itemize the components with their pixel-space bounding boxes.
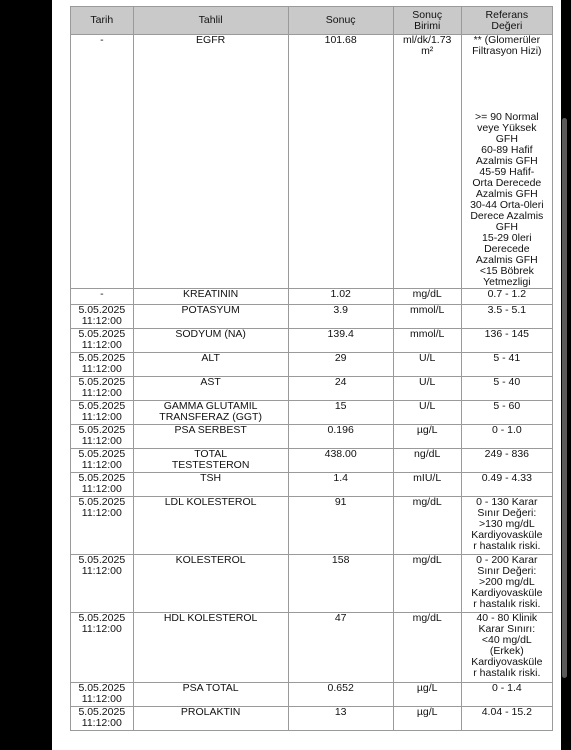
unit-cell: µg/L (393, 707, 461, 731)
reference-cell: 0.49 - 4.33 (461, 473, 552, 497)
unit-cell: mIU/L (393, 473, 461, 497)
result-cell: 0.652 (288, 683, 393, 707)
result-cell: 3.9 (288, 305, 393, 329)
table-row (71, 613, 553, 683)
unit-cell: µg/L (393, 425, 461, 449)
date-cell: 5.05.2025 11:12:00 (71, 555, 134, 613)
table-row (71, 305, 553, 329)
unit-cell: ml/dk/1.73 m² (393, 35, 461, 289)
result-cell: 101.68 (288, 35, 393, 289)
reference-cell: 0 - 1.0 (461, 425, 552, 449)
date-cell: 5.05.2025 11:12:00 (71, 613, 134, 683)
date-cell: 5.05.2025 11:12:00 (71, 683, 134, 707)
unit-cell: mg/dL (393, 497, 461, 555)
test-cell: EGFR (133, 35, 288, 289)
table-row (71, 555, 553, 613)
result-cell: 29 (288, 353, 393, 377)
header-unit: Sonuç Birimi (393, 7, 461, 35)
unit-cell: U/L (393, 353, 461, 377)
date-cell: 5.05.2025 11:12:00 (71, 473, 134, 497)
date-cell: 5.05.2025 11:12:00 (71, 305, 134, 329)
table-row (71, 329, 553, 353)
table-row (71, 449, 553, 473)
unit-cell: U/L (393, 401, 461, 425)
table-row (71, 473, 553, 497)
reference-cell: 0 - 1.4 (461, 683, 552, 707)
reference-cell: 4.04 - 15.2 (461, 707, 552, 731)
test-cell: TOTAL TESTESTERON (133, 449, 288, 473)
report-page (52, 0, 561, 750)
reference-cell: 0 - 130 Karar Sınır Değeri: >130 mg/dL Kardiyovasküle r hastalık riski. (461, 497, 552, 555)
table-row (71, 353, 553, 377)
test-cell: GAMMA GLUTAMIL TRANSFERAZ (GGT) (133, 401, 288, 425)
unit-cell: U/L (393, 377, 461, 401)
result-cell: 438.00 (288, 449, 393, 473)
date-cell: 5.05.2025 11:12:00 (71, 401, 134, 425)
unit-cell: mmol/L (393, 305, 461, 329)
date-cell: - (71, 35, 134, 289)
date-cell: 5.05.2025 11:12:00 (71, 425, 134, 449)
table-row (71, 683, 553, 707)
test-cell: TSH (133, 473, 288, 497)
test-cell: PROLAKTIN (133, 707, 288, 731)
test-cell: AST (133, 377, 288, 401)
date-cell: 5.05.2025 11:12:00 (71, 329, 134, 353)
header-date: Tarih (71, 7, 134, 35)
lab-results-table (70, 6, 553, 731)
table-row (71, 497, 553, 555)
reference-cell: ** (Glomerüler Filtrasyon Hizi) >= 90 Normal veye Yüksek GFH 60-89 Hafif Azalmis GFH 45-59 Hafif- Orta Derecede Azalmis GFH 30-44 Orta-0leri Derece Azalmis GFH 15-29 0leri Derecede Azalmis GFH <15 Böbrek Yetmezligi (461, 35, 552, 289)
unit-cell: mg/dL (393, 613, 461, 683)
date-cell: 5.05.2025 11:12:00 (71, 353, 134, 377)
unit-cell: ng/dL (393, 449, 461, 473)
table-row (71, 35, 553, 289)
test-cell: LDL KOLESTEROL (133, 497, 288, 555)
unit-cell: mg/dL (393, 289, 461, 305)
reference-cell: 5 - 60 (461, 401, 552, 425)
table-header-row (71, 7, 553, 35)
table-row (71, 289, 553, 305)
date-cell: - (71, 289, 134, 305)
test-cell: PSA TOTAL (133, 683, 288, 707)
test-cell: PSA SERBEST (133, 425, 288, 449)
reference-cell: 249 - 836 (461, 449, 552, 473)
test-cell: KOLESTEROL (133, 555, 288, 613)
scrollbar[interactable] (562, 118, 567, 678)
result-cell: 1.02 (288, 289, 393, 305)
reference-cell: 0 - 200 Karar Sınır Değeri: >200 mg/dL Kardiyovasküle r hastalık riski. (461, 555, 552, 613)
reference-cell: 5 - 41 (461, 353, 552, 377)
reference-cell: 3.5 - 5.1 (461, 305, 552, 329)
test-cell: HDL KOLESTEROL (133, 613, 288, 683)
result-cell: 13 (288, 707, 393, 731)
unit-cell: µg/L (393, 683, 461, 707)
test-cell: ALT (133, 353, 288, 377)
unit-cell: mmol/L (393, 329, 461, 353)
result-cell: 91 (288, 497, 393, 555)
test-cell: SODYUM (NA) (133, 329, 288, 353)
date-cell: 5.05.2025 11:12:00 (71, 497, 134, 555)
reference-cell: 136 - 145 (461, 329, 552, 353)
header-result: Sonuç (288, 7, 393, 35)
table-row (71, 707, 553, 731)
result-cell: 158 (288, 555, 393, 613)
test-cell: POTASYUM (133, 305, 288, 329)
date-cell: 5.05.2025 11:12:00 (71, 449, 134, 473)
date-cell: 5.05.2025 11:12:00 (71, 377, 134, 401)
result-cell: 15 (288, 401, 393, 425)
reference-cell: 40 - 80 Klinik Karar Sınırı: <40 mg/dL (Erkek) Kardiyovasküle r hastalık riski. (461, 613, 552, 683)
result-cell: 139.4 (288, 329, 393, 353)
reference-cell: 0.7 - 1.2 (461, 289, 552, 305)
unit-cell: mg/dL (393, 555, 461, 613)
table-row (71, 377, 553, 401)
test-cell: KREATININ (133, 289, 288, 305)
result-cell: 47 (288, 613, 393, 683)
result-cell: 24 (288, 377, 393, 401)
header-reference: Referans Değeri (461, 7, 552, 35)
date-cell: 5.05.2025 11:12:00 (71, 707, 134, 731)
table-row (71, 425, 553, 449)
reference-cell: 5 - 40 (461, 377, 552, 401)
header-test: Tahlil (133, 7, 288, 35)
table-row (71, 401, 553, 425)
result-cell: 1.4 (288, 473, 393, 497)
result-cell: 0.196 (288, 425, 393, 449)
